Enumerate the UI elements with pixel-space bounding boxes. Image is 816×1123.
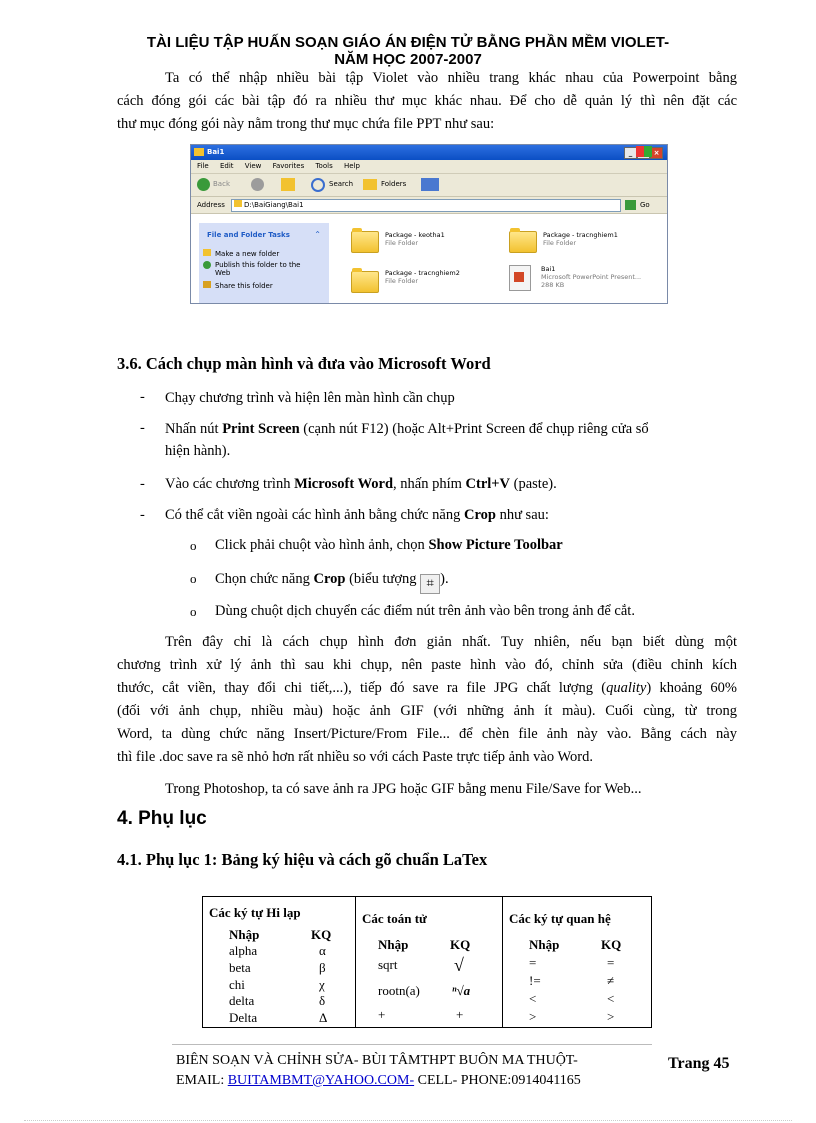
email-link[interactable]: BUITAMBMT@YAHOO.COM- bbox=[227, 1073, 415, 1088]
item-name: Package - tracnghiem1 bbox=[543, 231, 618, 239]
latex-output: > bbox=[607, 1009, 615, 1024]
explorer-title: Bai1 bbox=[207, 148, 225, 156]
paragraph-line bbox=[117, 677, 737, 700]
views-icon bbox=[421, 178, 439, 191]
text: Chọn chức năng bbox=[215, 571, 314, 587]
paragraph-line: thì file .doc save ra sẽ nhỏ hơn rất nhiều so với cách Paste trực tiếp ảnh vào Word. bbox=[117, 749, 593, 765]
folder-item bbox=[543, 231, 618, 247]
forward-icon bbox=[251, 178, 264, 191]
menu-item: Edit bbox=[219, 162, 234, 170]
intro-paragraph bbox=[117, 67, 737, 136]
latex-input: > bbox=[529, 1009, 537, 1024]
page-bottom-rule bbox=[24, 1120, 792, 1121]
latex-output: ⁿ√a bbox=[452, 983, 471, 998]
text: (cạnh nút F12) (hoặc Alt+Print Screen để chụp riêng cửa sổ bbox=[299, 421, 649, 437]
address-label: Address bbox=[197, 201, 225, 209]
bullet-circle: o bbox=[190, 571, 197, 586]
intro-line: cách đóng gói các bài tập đó ra nhiều thư mục khác nhau. Để cho dễ quản lý thì nên đặt các bbox=[117, 93, 737, 109]
explorer-address-bar bbox=[191, 197, 667, 214]
search-label: Search bbox=[329, 180, 354, 188]
text: như sau: bbox=[495, 507, 549, 523]
bold-text: Show Picture Toolbar bbox=[428, 537, 563, 553]
column-header: Các ký tự Hi lạp bbox=[209, 905, 301, 920]
chevron-up-icon: ⌃ bbox=[314, 230, 321, 239]
close-icon: × bbox=[650, 147, 663, 159]
text: , nhấn phím bbox=[393, 476, 466, 492]
crop-icon: ⌗ bbox=[420, 574, 440, 594]
minimize-icon: _ bbox=[624, 147, 637, 159]
section-heading: 3.6. Cách chụp màn hình và đưa vào Microsoft Word bbox=[117, 354, 491, 373]
paragraph-line: Trên đây chỉ là cách chụp hình đơn giản nhất. Tuy nhiên, nếu bạn biết dùng một bbox=[165, 634, 737, 650]
body-paragraph bbox=[165, 778, 745, 801]
text: hiện hành). bbox=[165, 443, 231, 459]
intro-line: thư mục đóng gói này nằm trong thư mục chứa file PPT như sau: bbox=[117, 116, 495, 132]
globe-icon bbox=[203, 261, 211, 269]
menu-item: View bbox=[244, 162, 262, 170]
latex-output: + bbox=[456, 1007, 464, 1022]
page-number: Trang 45 bbox=[668, 1055, 730, 1072]
latex-output: β bbox=[319, 960, 326, 975]
bullet-dash: - bbox=[140, 389, 145, 405]
paragraph-line: (đối với ảnh chụp, nhiều màu) hoặc ảnh GIF (với những ảnh ít màu). Cuối cùng, từ trong bbox=[117, 703, 737, 719]
latex-output: Δ bbox=[319, 1010, 328, 1025]
new-folder-icon bbox=[203, 249, 211, 256]
folder-icon bbox=[234, 200, 242, 207]
latex-input: sqrt bbox=[378, 957, 398, 972]
relations-column bbox=[503, 897, 652, 1028]
output-header: KQ bbox=[601, 937, 622, 952]
bullet-text bbox=[165, 504, 549, 526]
footer-line1: BIÊN SOẠN VÀ CHỈNH SỬA- BÙI TÂMTHPT BUÔN MA THUỘT- bbox=[176, 1053, 578, 1068]
folder-icon bbox=[351, 271, 379, 293]
address-value: D:\BaiGiang\Bai1 bbox=[244, 201, 304, 209]
latex-input: = bbox=[529, 955, 537, 970]
italic-text: quality bbox=[606, 680, 647, 696]
latex-output: δ bbox=[319, 993, 326, 1008]
item-type: Microsoft PowerPoint Present... bbox=[541, 273, 642, 281]
up-folder-icon bbox=[281, 178, 295, 191]
bold-text: Crop bbox=[313, 571, 346, 587]
bold-text: Microsoft Word bbox=[294, 476, 394, 492]
bullet-circle: o bbox=[190, 538, 197, 553]
explorer-menu-bar bbox=[191, 160, 667, 174]
menu-item: Favorites bbox=[272, 162, 305, 170]
item-name: Package - keotha1 bbox=[385, 231, 445, 239]
latex-input: + bbox=[378, 1007, 386, 1022]
explorer-title-bar bbox=[191, 145, 667, 160]
text: Click phải chuột vào hình ảnh, chọn bbox=[215, 537, 429, 553]
text: (paste). bbox=[510, 476, 557, 492]
item-name: Package - tracnghiem2 bbox=[385, 269, 460, 277]
explorer-screenshot bbox=[190, 144, 668, 304]
go-icon bbox=[625, 200, 636, 210]
search-icon bbox=[311, 178, 325, 192]
latex-output: ≠ bbox=[607, 973, 615, 988]
folder-icon bbox=[509, 231, 537, 253]
phone: CELL- PHONE:0914041165 bbox=[414, 1073, 581, 1088]
share-icon bbox=[203, 281, 211, 288]
folders-icon bbox=[363, 179, 377, 190]
task-item bbox=[203, 261, 313, 277]
menu-item: File bbox=[197, 162, 209, 170]
task-label: Make a new folder bbox=[215, 250, 280, 258]
latex-input: beta bbox=[229, 960, 251, 975]
folder-item bbox=[385, 269, 460, 285]
paragraph-line: Trong Photoshop, ta có save ảnh ra JPG hoặc GIF bằng menu File/Save for Web... bbox=[165, 781, 642, 797]
section-heading: 4. Phụ lục bbox=[117, 808, 207, 829]
file-item bbox=[541, 265, 641, 289]
latex-input: alpha bbox=[229, 943, 258, 958]
latex-input: < bbox=[529, 991, 537, 1006]
text: Dùng chuột dịch chuyển các điểm nút trên ảnh vào bên trong ảnh để cắt. bbox=[215, 603, 635, 619]
task-item bbox=[203, 249, 279, 258]
bullet-1: Chạy chương trình và hiện lên màn hình cần chụp bbox=[165, 390, 455, 406]
bullet-dash: - bbox=[140, 507, 145, 523]
column-header: Các toán tử bbox=[362, 911, 427, 926]
intro-line: Ta có thể nhập nhiều bài tập Violet vào nhiều trang khác nhau của Powerpoint bằng bbox=[165, 70, 737, 86]
latex-output: α bbox=[319, 943, 326, 958]
input-header: Nhập bbox=[378, 937, 409, 952]
powerpoint-file-icon bbox=[509, 265, 531, 291]
greek-column bbox=[203, 897, 356, 1028]
input-header: Nhập bbox=[229, 927, 260, 942]
footer-rule bbox=[172, 1044, 652, 1045]
menu-item: Tools bbox=[315, 162, 333, 170]
item-type: File Folder bbox=[385, 239, 419, 247]
text: Có thể cắt viền ngoài các hình ảnh bằng chức năng bbox=[165, 507, 464, 523]
column-header: Các ký tự quan hệ bbox=[509, 911, 611, 926]
item-type: File Folder bbox=[385, 277, 419, 285]
sub-bullet-text bbox=[215, 534, 563, 556]
bullet-text bbox=[165, 418, 725, 462]
item-type: File Folder bbox=[543, 239, 577, 247]
folder-item bbox=[385, 231, 445, 247]
menu-item: Help bbox=[343, 162, 360, 170]
folders-label: Folders bbox=[381, 180, 407, 188]
folder-icon bbox=[194, 148, 204, 156]
operators-column bbox=[356, 897, 503, 1028]
back-icon bbox=[197, 178, 210, 191]
latex-output: = bbox=[607, 955, 615, 970]
paragraph-line: Word, ta dùng chức năng Insert/Picture/From File... để chèn file ảnh này vào. Bằng cách này bbox=[117, 726, 737, 742]
address-field bbox=[231, 199, 621, 212]
email-label: EMAIL: bbox=[176, 1073, 228, 1088]
text: ) khoảng 60% bbox=[646, 680, 737, 696]
input-header: Nhập bbox=[529, 937, 560, 952]
subsection-heading: 4.1. Phụ lục 1: Bảng ký hiệu và cách gõ chuẩn LaTex bbox=[117, 850, 488, 869]
item-size: 288 KB bbox=[541, 281, 565, 289]
go-label: Go bbox=[640, 201, 650, 209]
bullet-dash: - bbox=[140, 420, 145, 436]
bullet-circle: o bbox=[190, 604, 197, 619]
explorer-toolbar bbox=[191, 174, 667, 197]
bold-text: Print Screen bbox=[222, 421, 300, 437]
bullet-dash: - bbox=[140, 476, 145, 492]
task-label: Share this folder bbox=[215, 282, 273, 290]
tasks-panel bbox=[199, 223, 329, 303]
latex-input: rootn(a) bbox=[378, 983, 420, 998]
text: ). bbox=[440, 571, 449, 587]
latex-symbol-table bbox=[202, 896, 652, 1028]
latex-output: < bbox=[607, 991, 615, 1006]
body-paragraph bbox=[117, 631, 737, 769]
task-label: Publish this folder to the Web bbox=[215, 261, 301, 277]
text: thước, cắt viền, thay đổi chi tiết,...), tiếp đó save ra file JPG chất lượng ( bbox=[117, 680, 607, 696]
latex-output: √ bbox=[454, 955, 464, 975]
windows-logo-icon bbox=[636, 146, 652, 157]
bullet-text bbox=[165, 473, 557, 495]
bold-text: Ctrl+V bbox=[465, 476, 511, 492]
output-header: KQ bbox=[450, 937, 471, 952]
bold-text: Crop bbox=[463, 507, 496, 523]
folder-icon bbox=[351, 231, 379, 253]
text: (biểu tượng bbox=[345, 571, 421, 587]
output-header: KQ bbox=[311, 927, 332, 942]
paragraph-line: chương trình xử lý ảnh thì sau khi chụp, nên paste hình vào đó, chỉnh sửa (điều chỉnh kích bbox=[117, 657, 737, 673]
latex-input: delta bbox=[229, 993, 255, 1008]
latex-input: != bbox=[529, 973, 541, 988]
back-label: Back bbox=[213, 180, 230, 188]
task-item bbox=[203, 281, 273, 290]
text: Nhấn nút bbox=[165, 421, 223, 437]
tasks-title: File and Folder Tasks bbox=[207, 231, 290, 239]
document-header-line2: NĂM HỌC 2007-2007 bbox=[334, 51, 482, 68]
footer-line2 bbox=[176, 1073, 581, 1089]
item-name: Bai1 bbox=[541, 265, 556, 273]
bullet-text bbox=[165, 387, 455, 409]
sub-bullet-text bbox=[215, 600, 635, 622]
latex-input: chi bbox=[229, 977, 245, 992]
sub-bullet-text bbox=[215, 568, 449, 594]
text: Vào các chương trình bbox=[165, 476, 295, 492]
latex-output: χ bbox=[319, 977, 325, 992]
latex-input: Delta bbox=[229, 1010, 258, 1025]
document-header-line1: TÀI LIỆU TẬP HUẤN SOẠN GIÁO ÁN ĐIỆN TỬ BẰNG PHẦN MỀM VIOLET- bbox=[146, 34, 670, 51]
